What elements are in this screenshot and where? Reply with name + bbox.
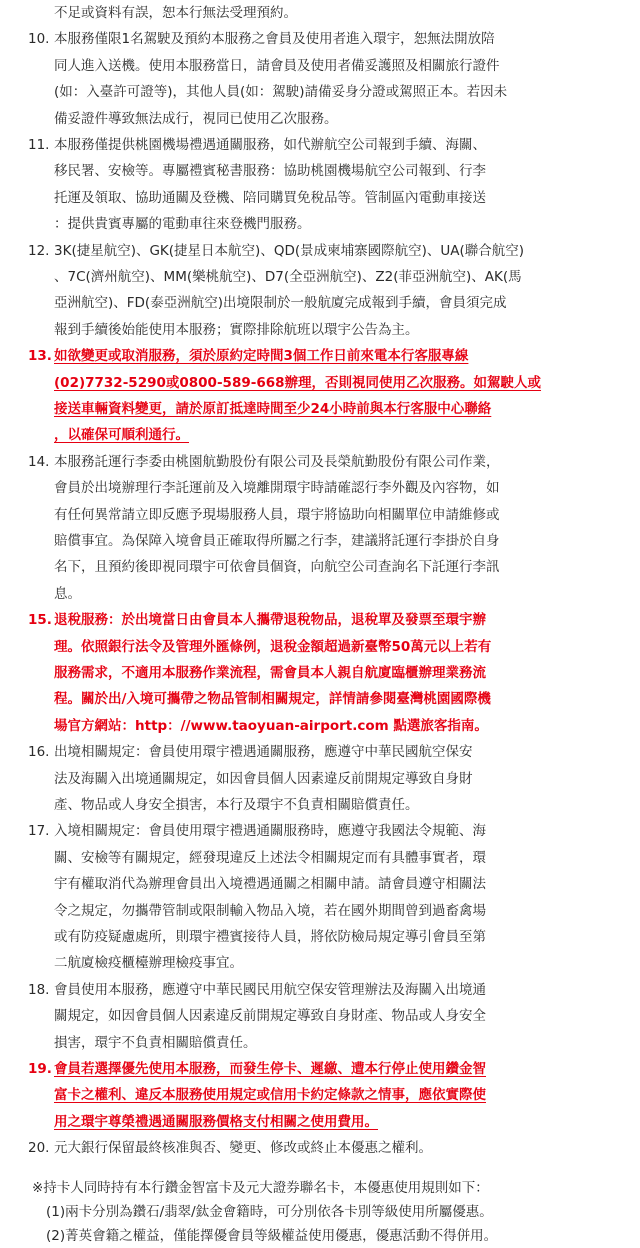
item-line: 息。 (54, 585, 81, 602)
item-line: 不足或資料有誤，恕本行無法受理預約。 (54, 5, 297, 21)
item-number: 19. (28, 1061, 52, 1077)
item-number: 16. (28, 744, 50, 761)
item-line: 如欲變更或取消服務，須於原約定時間3個工作日前來電本行客服專線 (54, 348, 469, 365)
item-line: 會員於出境辦理行李託運前及入境離開環宇時請確認行李外觀及內容物，如 (54, 480, 500, 497)
item-line: 退稅服務：於出境當日由會員本人攜帶退稅物品，退稅單及發票至環宇辦 (54, 612, 486, 629)
item-line: 宇有權取消代為辦理會員出入境禮遇通關之相關申請。請會員遵守相關法 (54, 876, 486, 893)
item-line: 名下，且預約後即視同環宇可依會員個資，向航空公司查詢名下託運行李訊 (54, 559, 500, 576)
item-line: 關、安檢等有關規定，經發現違反上述法令相關規定而有具體事實者，環 (54, 849, 486, 866)
item-line: (如：入臺許可證等)，其他人員(如：駕駛)請備妥身分證或駕照正本。若因未 (54, 84, 508, 101)
item-line: 理。依照銀行法令及管理外匯條例，退稅金額超過新臺幣50萬元以上若有 (54, 638, 492, 655)
item-line: 損害，環宇不負責相關賠償責任。 (54, 1034, 257, 1051)
item-line: 用之環宇尊榮禮遇通關服務價格支付相關之使用費用。 (54, 1113, 378, 1130)
item-number: 14. (28, 453, 50, 470)
note-rule: (2)菁英會籍之權益，僅能擇優會員等級權益使用優惠，優惠活動不得併用。 (46, 1227, 498, 1244)
item-line: 場官方網站：http：//www.taoyuan-airport.com 點選旅客指南。 (54, 717, 488, 734)
item-line: 、7C(濟州航空)、MM(樂桃航空)、D7(全亞洲航空)、Z2(菲亞洲航空)、AK(馬 (54, 268, 522, 285)
item-line: 本服務僅提供桃園機場禮遇通關服務，如代辦航空公司報到手續、海關、 (54, 137, 486, 153)
item-line: 備妥證件導致無法成行，視同已使用乙次服務。 (54, 110, 338, 127)
item-number: 15. (28, 612, 52, 629)
item-number: 18. (28, 981, 50, 998)
item-line: 3K(捷星航空)、GK(捷星日本航空)、QD(景成柬埔寨國際航空)、UA(聯合航空) (54, 242, 525, 259)
item-number: 12. (28, 242, 50, 259)
item-number: 11. (28, 137, 50, 153)
item-line: 移民署、安檢等。專屬禮賓秘書服務：協助桃園機場航空公司報到、行李 (54, 163, 486, 180)
item-line: 令之規定，勿攜帶管制或限制輸入物品入境，若在國外期間曾到過畜禽場 (54, 902, 486, 919)
item-line: 服務需求，不適用本服務作業流程，需會員本人親自航廈臨櫃辦理業務流 (54, 664, 486, 681)
item-line: 報到手續後始能使用本服務；實際排除航班以環宇公告為主。 (54, 321, 419, 338)
item-line: 托運及領取、協助通關及登機、陪同購買免稅品等。管制區內電動車接送 (54, 189, 486, 206)
item-line: 關規定，如因會員個人因素違反前開規定導致自身財產、物品或人身安全 (54, 1008, 486, 1025)
item-line: ：提供貴賓專屬的電動車往來登機門服務。 (54, 216, 311, 233)
item-number: 13. (28, 348, 52, 365)
item-line: 產、物品或人身安全損害，本行及環宇不負責相關賠償責任。 (54, 796, 419, 813)
item-line: 富卡之權利、違反本服務使用規定或信用卡約定條款之情事，應依實際使 (54, 1087, 486, 1104)
item-line: 會員使用本服務，應遵守中華民國民用航空保安管理辦法及海關入出境通 (54, 981, 486, 998)
item-line: 有任何異常請立即反應予現場服務人員，環宇將協助向相關單位申請維修或 (54, 506, 500, 523)
item-number: 17. (28, 823, 50, 840)
item-line: (02)7732-5290或0800-589-668辦理，否則視同使用乙次服務。如駕駛人或 (54, 374, 542, 391)
item-line: 賠償事宜。為保障入境會員正確取得所屬之行李，建議將託運行李掛於自身 (54, 532, 500, 549)
item-line: 程。關於出/入境可攜帶之物品管制相關規定，詳情請參閱臺灣桃園國際機 (54, 691, 491, 708)
item-line: 本服務託運行李委由桃園航勤股份有限公司及長榮航勤股份有限公司作業， (54, 453, 500, 470)
item-line: 亞洲航空)、FD(泰亞洲航空)出境限制於一般航廈完成報到手續，會員須完成 (54, 295, 507, 312)
item-line: ，以確保可順利通行。 (54, 427, 189, 444)
item-line: 二航廈檢疫櫃檯辦理檢疫事宜。 (54, 955, 243, 972)
note-rule: (1)兩卡分別為鑽石/翡翠/鈦金會籍時，可分別依各卡別等級使用所屬優惠。 (46, 1203, 493, 1220)
item-line: 法及海關入出境通關規定，如因會員個人因素違反前開規定導致自身財 (54, 770, 473, 787)
item-line: 或有防疫疑慮處所，則環宇禮賓接待人員，將依防檢局規定導引會員至第 (54, 928, 486, 945)
item-line: 接送車輛資料變更，請於原訂抵達時間至少24小時前與本行客服中心聯絡 (54, 400, 492, 417)
item-line: 元大銀行保留最終核准與否、變更、修改或終止本優惠之權利。 (54, 1140, 432, 1157)
item-line: 出境相關規定：會員使用環宇禮遇通關服務，應遵守中華民國航空保安 (54, 744, 473, 761)
item-number: 20. (28, 1140, 50, 1157)
item-line: 入境相關規定：會員使用環宇禮遇通關服務時，應遵守我國法令規範、海 (54, 823, 486, 840)
item-line: 本服務僅限1名駕駛及預約本服務之會員及使用者進入環宇，恕無法開放陪 (54, 31, 495, 48)
item-line: 同人進入送機。使用本服務當日，請會員及使用者備妥護照及相關旅行證件 (54, 57, 500, 74)
item-number: 10. (28, 31, 50, 48)
note-intro: ※持卡人同時持有本行鑽金智富卡及元大證券聯名卡，本優惠使用規則如下： (32, 1179, 489, 1196)
item-line: 會員若選擇優先使用本服務，而發生停卡、遲繳、遭本行停止使用鑽金智 (54, 1061, 486, 1077)
